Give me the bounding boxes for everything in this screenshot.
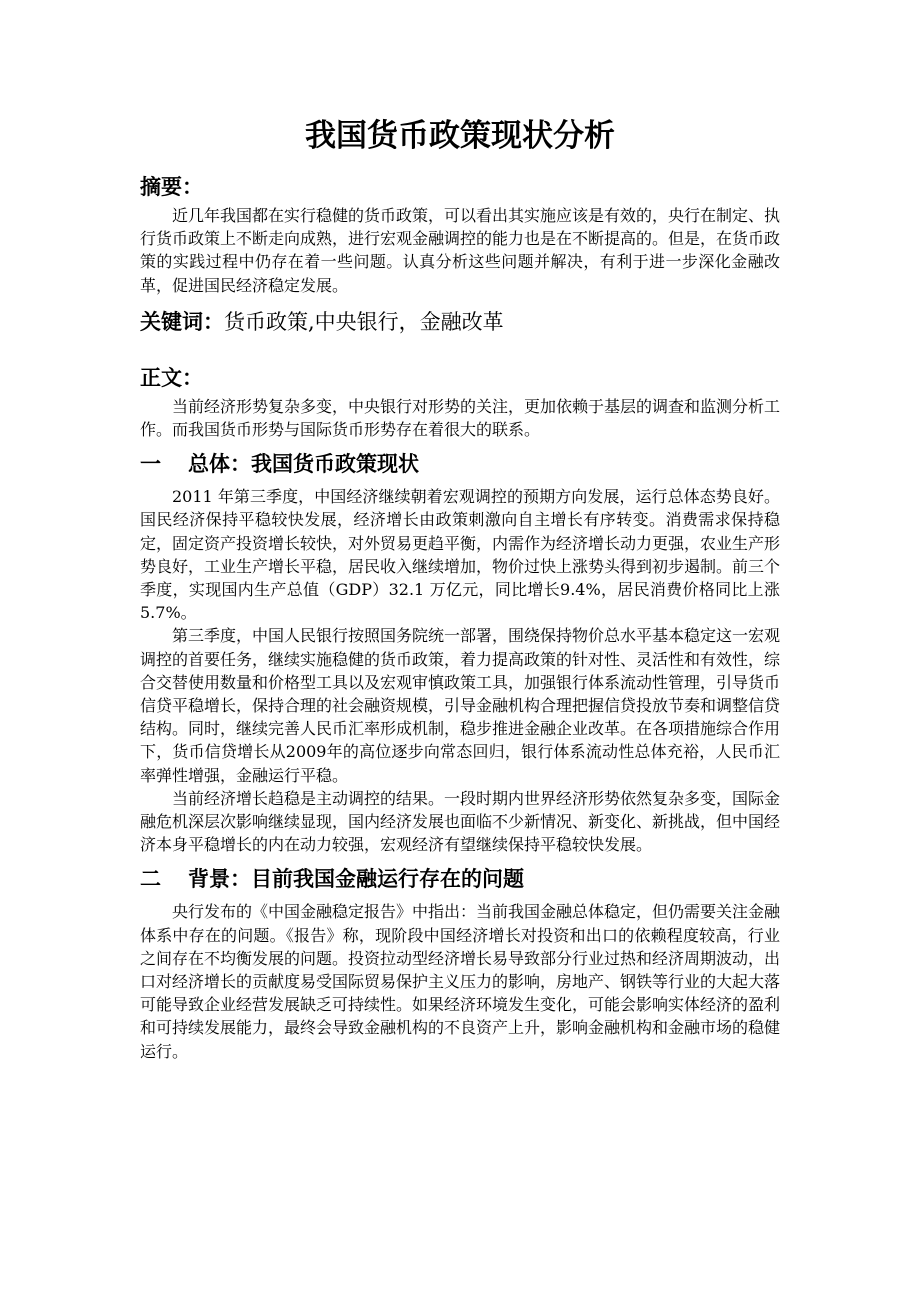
keywords-label: 关键词： (140, 309, 224, 334)
abstract-label: 摘要： (140, 175, 203, 199)
section-2-title: 背景：目前我国金融运行存在的问题 (188, 867, 524, 892)
keywords-line (140, 305, 780, 339)
section-1-heading (140, 447, 780, 481)
abstract-text: 近几年我国都在实行稳健的货币政策，可以看出其实施应该是有效的，央行在制定、执行货币政策上不断走向成熟，进行宏观金融调控的能力也是在不断提高的。但是，在货币政策的实践过程中仍存在着一些问题。认真分析这些问题并解决，有利于进一步深化金融改革，促进国民经济稳定发展。 (140, 206, 781, 295)
keywords-text: 货币政策,中央银行，金融改革 (224, 309, 504, 334)
document-body (140, 112, 780, 1063)
section-1-paragraph: 2011 年第三季度，中国经济继续朝着宏观调控的预期方向发展，运行总体态势良好。国民经济保持平稳较快发展，经济增长由政策刺激向自主增长有序转变。消费需求保持稳定，固定资产投资增长较快，对外贸易更趋平衡，内需作为经济增长动力更强，农业生产形势良好，工业生产增长平稳，居民收入继续增加，物价过快上涨势头得到初步遏制。前三个季度，实现国内生产总值（GDP）32.1 万亿元，同比增长9.4%，居民消费价格同比上涨5.7%。 (140, 487, 781, 623)
section-1-paragraph: 当前经济增长趋稳是主动调控的结果。一段时期内世界经济形势依然复杂多变，国际金融危机深层次影响继续显现，国内经济发展也面临不少新情况、新变化、新挑战，但中国经济本身平稳增长的内在动力较强，宏观经济有望继续保持平稳较快发展。 (140, 788, 781, 855)
body-label: 正文： (140, 365, 203, 390)
section-2-heading (140, 862, 780, 896)
section-1-title: 总体：我国货币政策现状 (188, 452, 419, 477)
section-2-paragraph: 央行发布的《中国金融稳定报告》中指出：当前我国金融总体稳定，但仍需要关注金融体系中存在的问题。《报告》称，现阶段中国经济增长对投资和出口的依赖程度较高，行业之间存在不均衡发展的问题。投资拉动型经济增长易导致部分行业过热和经济周期波动，出口对经济增长的贡献度易受国际贸易保护主义压力的影响，房地产、钢铁等行业的大起大落可能导致企业经营发展缺乏可持续性。如果经济环境发生变化，可能会影响实体经济的盈利和可持续发展能力，最终会导致金融机构的不良资产上升，影响金融机构和金融市场的稳健运行。 (140, 902, 781, 1061)
section-2-number: 二 (140, 867, 161, 892)
section-1-number: 一 (140, 452, 161, 477)
section-1-paragraph: 第三季度，中国人民银行按照国务院统一部署，围绕保持物价总水平基本稳定这一宏观调控的首要任务，继续实施稳健的货币政策，着力提高政策的针对性、灵活性和有效性，综合交替使用数量和价格型工具以及宏观审慎政策工具，加强银行体系流动性管理，引导货币信贷平稳增长，保持合理的社会融资规模，引导金融机构合理把握信贷投放节奏和调整信贷结构。同时，继续完善人民币汇率形成机制，稳步推进金融企业改革。在各项措施综合作用下，货币信贷增长从2009年的高位逐步向常态回归，银行体系流动性总体充裕，人民币汇率弹性增强，金融运行平稳。 (140, 626, 781, 785)
intro-text: 当前经济形势复杂多变，中央银行对形势的关注，更加依赖于基层的调查和监测分析工作。而我国货币形势与国际货币形势存在着很大的联系。 (140, 396, 781, 440)
document-title: 我国货币政策现状分析 (305, 118, 615, 154)
